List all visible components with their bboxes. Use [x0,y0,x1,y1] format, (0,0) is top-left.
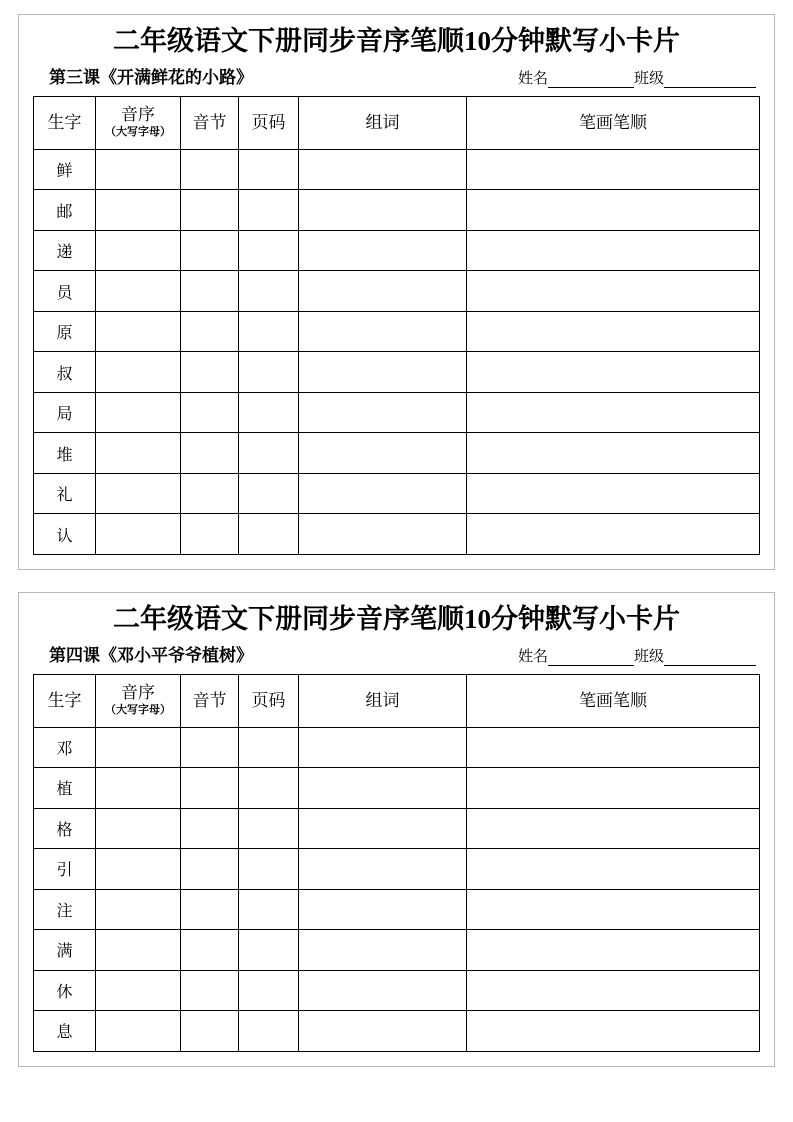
cell-syllable[interactable] [181,433,239,474]
cell-pinyin-order[interactable] [96,1011,181,1052]
worksheet-card-2 [18,592,775,1067]
header-words: 组词 [299,96,467,149]
card-title: 二年级语文下册同步音序笔顺10分钟默写小卡片 [113,603,680,634]
cell-words[interactable] [299,433,467,474]
table-row [34,727,760,768]
table-row [34,1011,760,1052]
cell-syllable[interactable] [181,352,239,393]
cell-page-number[interactable] [239,889,299,930]
name-input-blank[interactable] [548,650,634,666]
cell-syllable[interactable] [181,930,239,971]
table-row [34,352,760,393]
header-page-number: 页码 [239,674,299,727]
cell-pinyin-order[interactable] [96,190,181,231]
cell-syllable[interactable] [181,392,239,433]
cell-page-number[interactable] [239,849,299,890]
cell-pinyin-order[interactable] [96,768,181,809]
cell-words[interactable] [299,473,467,514]
cell-char: 休 [34,970,96,1011]
cell-words[interactable] [299,230,467,271]
table-row [34,768,760,809]
cell-syllable[interactable] [181,473,239,514]
cell-page-number[interactable] [239,271,299,312]
cell-words[interactable] [299,970,467,1011]
cell-page-number[interactable] [239,808,299,849]
cell-char: 堆 [34,433,96,474]
cell-pinyin-order[interactable] [96,352,181,393]
header-words: 组词 [299,674,467,727]
cell-strokes[interactable] [467,849,760,890]
cell-page-number[interactable] [239,190,299,231]
cell-words[interactable] [299,514,467,555]
name-class-group [518,67,756,88]
cell-pinyin-order[interactable] [96,970,181,1011]
cell-pinyin-order[interactable] [96,727,181,768]
cell-char: 邮 [34,190,96,231]
name-class-group [518,645,756,666]
practice-table-2 [33,674,760,1052]
cell-pinyin-order[interactable] [96,149,181,190]
practice-table-1 [33,96,760,555]
cell-strokes[interactable] [467,768,760,809]
class-label: 班级 [633,648,664,665]
cell-syllable[interactable] [181,1011,239,1052]
cell-char: 植 [34,768,96,809]
header-syllable: 音节 [181,96,239,149]
cell-char: 邓 [34,727,96,768]
cell-pinyin-order[interactable] [96,930,181,971]
cell-syllable[interactable] [181,190,239,231]
cell-strokes[interactable] [467,352,760,393]
card-meta-row-1 [33,63,760,88]
cell-char: 原 [34,311,96,352]
cell-strokes[interactable] [467,230,760,271]
cell-page-number[interactable] [239,352,299,393]
cell-words[interactable] [299,849,467,890]
cell-pinyin-order[interactable] [96,889,181,930]
card-meta-row-2 [33,641,760,666]
header-char: 生字 [34,674,96,727]
table-row [34,849,760,890]
cell-words[interactable] [299,352,467,393]
class-label: 班级 [633,70,664,87]
header-char: 生字 [34,96,96,149]
cell-page-number[interactable] [239,514,299,555]
name-label: 姓名 [517,648,548,665]
table-row [34,271,760,312]
cell-page-number[interactable] [239,149,299,190]
table-row [34,473,760,514]
table-body-1 [34,149,760,554]
cell-strokes[interactable] [467,190,760,231]
cell-strokes[interactable] [467,727,760,768]
table-body-2 [34,727,760,1051]
cell-page-number[interactable] [239,727,299,768]
cell-syllable[interactable] [181,768,239,809]
cell-page-number[interactable] [239,930,299,971]
cell-char: 格 [34,808,96,849]
table-header-row [34,96,760,149]
cell-pinyin-order[interactable] [96,311,181,352]
cell-page-number[interactable] [239,970,299,1011]
header-strokes: 笔画笔顺 [467,96,760,149]
table-row [34,808,760,849]
cell-words[interactable] [299,768,467,809]
cell-char: 礼 [34,473,96,514]
cell-strokes[interactable] [467,473,760,514]
cell-syllable[interactable] [181,149,239,190]
cell-pinyin-order[interactable] [96,230,181,271]
cell-words[interactable] [299,392,467,433]
table-row [34,970,760,1011]
table-row [34,392,760,433]
cell-page-number[interactable] [239,230,299,271]
cell-page-number[interactable] [239,311,299,352]
cell-syllable[interactable] [181,889,239,930]
cell-strokes[interactable] [467,808,760,849]
cell-strokes[interactable] [467,149,760,190]
lesson-title: 第四课《邓小平爷爷植树》 [49,645,253,665]
worksheet-card-1 [18,14,775,570]
cell-syllable[interactable] [181,230,239,271]
cell-pinyin-order[interactable] [96,514,181,555]
name-input-blank[interactable] [548,72,634,88]
cell-words[interactable] [299,311,467,352]
cell-words[interactable] [299,190,467,231]
class-input-blank[interactable] [664,650,756,666]
cell-pinyin-order[interactable] [96,392,181,433]
cell-strokes[interactable] [467,311,760,352]
cell-strokes[interactable] [467,514,760,555]
header-page-number: 页码 [239,96,299,149]
cell-strokes[interactable] [467,970,760,1011]
cell-words[interactable] [299,271,467,312]
cell-pinyin-order[interactable] [96,808,181,849]
header-strokes: 笔画笔顺 [467,674,760,727]
table-row [34,889,760,930]
cell-syllable[interactable] [181,271,239,312]
cell-char: 满 [34,930,96,971]
cell-words[interactable] [299,930,467,971]
header-syllable: 音节 [181,674,239,727]
cell-words[interactable] [299,727,467,768]
cell-pinyin-order[interactable] [96,473,181,514]
cell-strokes[interactable] [467,433,760,474]
table-row [34,514,760,555]
cell-words[interactable] [299,1011,467,1052]
table-row [34,149,760,190]
header-pinyin-order: 音序 （大写字母） [96,96,181,149]
cell-page-number[interactable] [239,768,299,809]
cell-words[interactable] [299,149,467,190]
cell-page-number[interactable] [239,433,299,474]
header-pinyin-order: 音序 （大写字母） [96,674,181,727]
cell-syllable[interactable] [181,808,239,849]
cell-strokes[interactable] [467,930,760,971]
table-row [34,230,760,271]
name-label: 姓名 [517,70,548,87]
cell-char: 引 [34,849,96,890]
cell-syllable[interactable] [181,970,239,1011]
table-header-row [34,674,760,727]
lesson-title: 第三课《开满鲜花的小路》 [49,67,253,87]
class-input-blank[interactable] [664,72,756,88]
cell-pinyin-order[interactable] [96,849,181,890]
cell-strokes[interactable] [467,889,760,930]
table-row [34,190,760,231]
cell-pinyin-order[interactable] [96,271,181,312]
cell-char: 注 [34,889,96,930]
cell-syllable[interactable] [181,727,239,768]
cell-page-number[interactable] [239,392,299,433]
cell-syllable[interactable] [181,311,239,352]
cell-strokes[interactable] [467,392,760,433]
cell-page-number[interactable] [239,473,299,514]
cell-char: 鲜 [34,149,96,190]
table-row [34,930,760,971]
cell-syllable[interactable] [181,849,239,890]
cell-words[interactable] [299,889,467,930]
cell-char: 认 [34,514,96,555]
cell-syllable[interactable] [181,514,239,555]
card-title: 二年级语文下册同步音序笔顺10分钟默写小卡片 [113,26,680,56]
cell-strokes[interactable] [467,1011,760,1052]
cell-char: 递 [34,230,96,271]
cell-pinyin-order[interactable] [96,433,181,474]
table-row [34,311,760,352]
cell-page-number[interactable] [239,1011,299,1052]
table-row [34,433,760,474]
cell-char: 局 [34,392,96,433]
cell-strokes[interactable] [467,271,760,312]
cell-char: 息 [34,1011,96,1052]
cell-char: 叔 [34,352,96,393]
cell-words[interactable] [299,808,467,849]
cell-char: 员 [34,271,96,312]
